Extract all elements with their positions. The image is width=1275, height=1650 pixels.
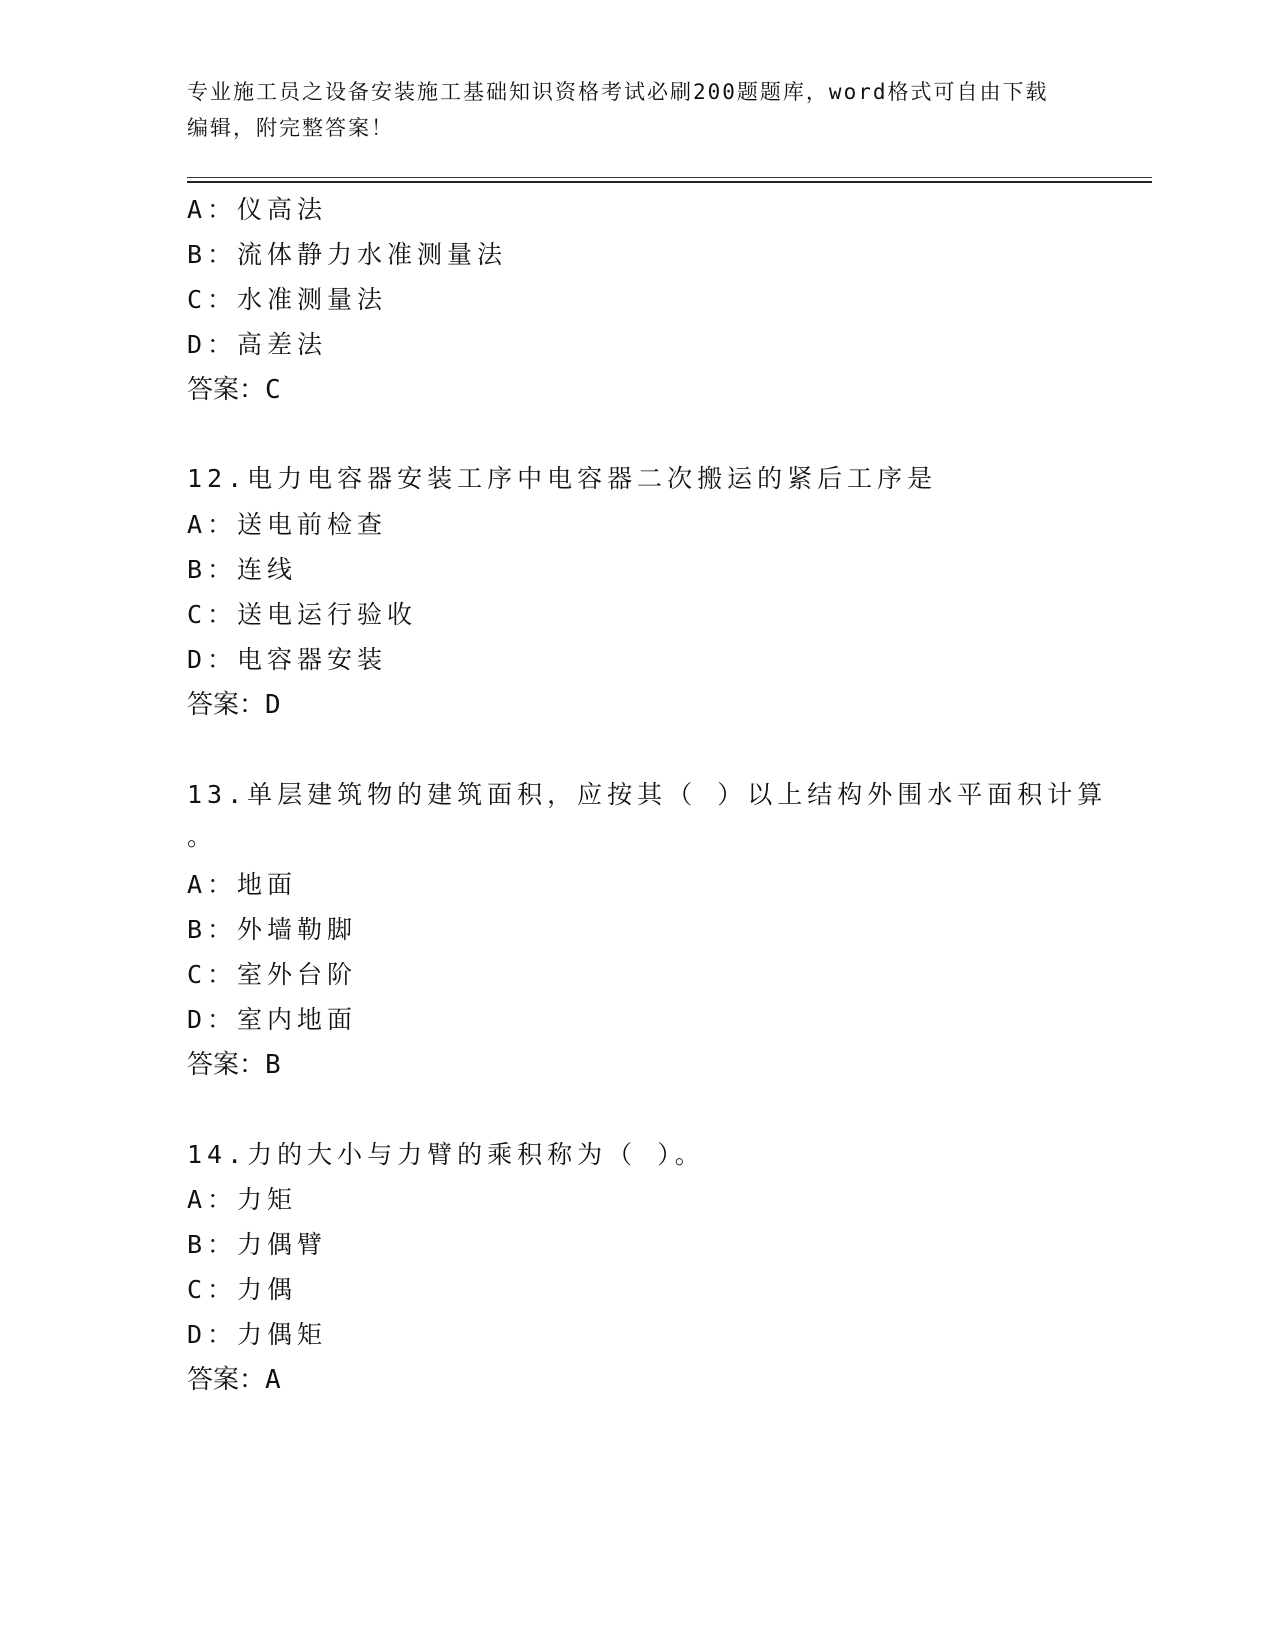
option-c: C：水准测量法 (187, 285, 388, 314)
option-d: D：室内地面 (187, 1005, 358, 1034)
question-stem: 13.单层建筑物的建筑面积，应按其（ ）以上结构外围水平面积计算 (187, 780, 1108, 809)
answer: 答案：D (187, 690, 281, 720)
header-divider-thick (187, 181, 1152, 183)
document-header: 专业施工员之设备安装施工基础知识资格考试必刷200题题库，word格式可自由下载编辑，附完整答案！ (187, 80, 1049, 140)
answer: 答案：A (187, 1365, 281, 1395)
option-a: A：送电前检查 (187, 510, 388, 539)
option-a: A：仪高法 (187, 195, 328, 224)
header-divider-thin (187, 177, 1152, 178)
option-c: C：室外台阶 (187, 960, 358, 989)
question-stem: 12.电力电容器安装工序中电容器二次搬运的紧后工序是 (187, 464, 938, 493)
option-d: D：电容器安装 (187, 645, 388, 674)
option-d: D：力偶矩 (187, 1320, 328, 1349)
option-c: C：力偶 (187, 1275, 298, 1304)
option-a: A：地面 (187, 870, 298, 899)
option-a: A：力矩 (187, 1185, 298, 1214)
question-stem: 14.力的大小与力臂的乘积称为（ ）。 (187, 1140, 705, 1169)
question-stem-tail: 。 (187, 822, 218, 851)
answer: 答案：C (187, 375, 281, 405)
option-b: B：外墙勒脚 (187, 915, 358, 944)
answer: 答案：B (187, 1050, 281, 1080)
option-b: B：力偶臂 (187, 1230, 328, 1259)
option-b: B：流体静力水准测量法 (187, 240, 508, 269)
option-c: C：送电运行验收 (187, 600, 418, 629)
option-b: B：连线 (187, 555, 298, 584)
option-d: D：高差法 (187, 330, 328, 359)
